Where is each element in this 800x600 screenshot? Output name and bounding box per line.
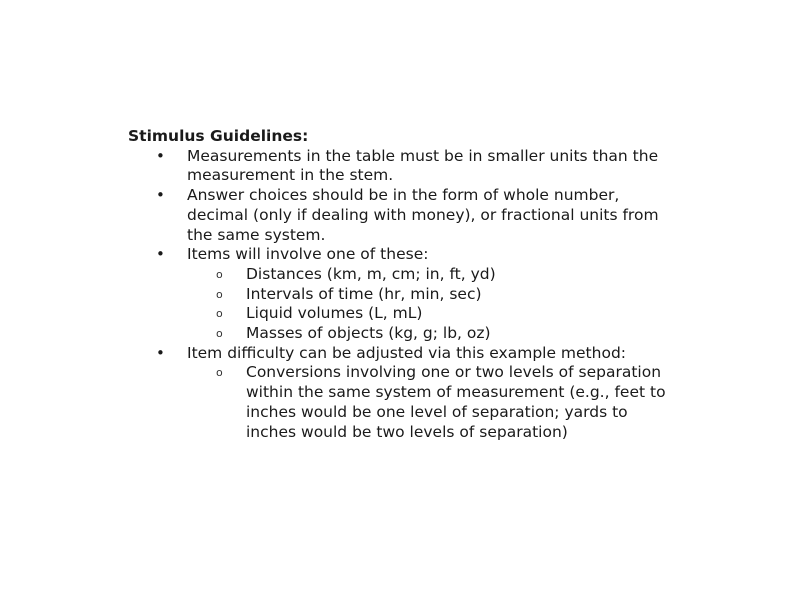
list-item-text: Answer choices should be in the form of whole number, decimal (only if dealing with money), or fractional units from the same system.: [187, 186, 659, 244]
circle-bullet-icon: o: [216, 366, 223, 380]
list-item: [128, 245, 668, 344]
circle-bullet-icon: o: [216, 307, 223, 321]
bullet-icon: •: [156, 186, 165, 205]
sub-list-item: [187, 304, 668, 324]
sub-list-item-text: Intervals of time (hr, min, sec): [246, 284, 482, 303]
sub-list: [187, 265, 668, 344]
sub-list-item: [187, 265, 668, 285]
sub-list-item: [187, 363, 668, 442]
bullet-icon: •: [156, 343, 165, 362]
sub-list-item: [187, 285, 668, 305]
list-item-text: Measurements in the table must be in smaller units than the measurement in the stem.: [187, 146, 659, 185]
circle-bullet-icon: o: [216, 327, 223, 341]
bullet-icon: •: [156, 245, 165, 264]
list-item: [128, 147, 668, 186]
sub-list-item-text: Distances (km, m, cm; in, ft, yd): [246, 264, 496, 283]
sub-list-item: [187, 324, 668, 344]
circle-bullet-icon: o: [216, 267, 223, 281]
section-heading: Stimulus Guidelines:: [128, 127, 309, 145]
sub-list-item-text: Conversions involving one or two levels of separation within the same system of measurement (e.g., feet to inches would be one level of separation; yards to inches would be two levels of separation): [246, 363, 666, 441]
sub-list-item-text: Liquid volumes (L, mL): [246, 304, 423, 323]
document-body: [128, 127, 668, 442]
list-item-text: Items will involve one of these:: [187, 245, 429, 264]
bullet-icon: •: [156, 146, 165, 165]
list-item: [128, 186, 668, 245]
sub-list: [187, 363, 668, 442]
sub-list-item-text: Masses of objects (kg, g; lb, oz): [246, 324, 491, 343]
circle-bullet-icon: o: [216, 287, 223, 301]
list-item-text: Item difficulty can be adjusted via this example method:: [187, 343, 627, 362]
guidelines-list: [128, 147, 668, 443]
list-item: [128, 344, 668, 443]
